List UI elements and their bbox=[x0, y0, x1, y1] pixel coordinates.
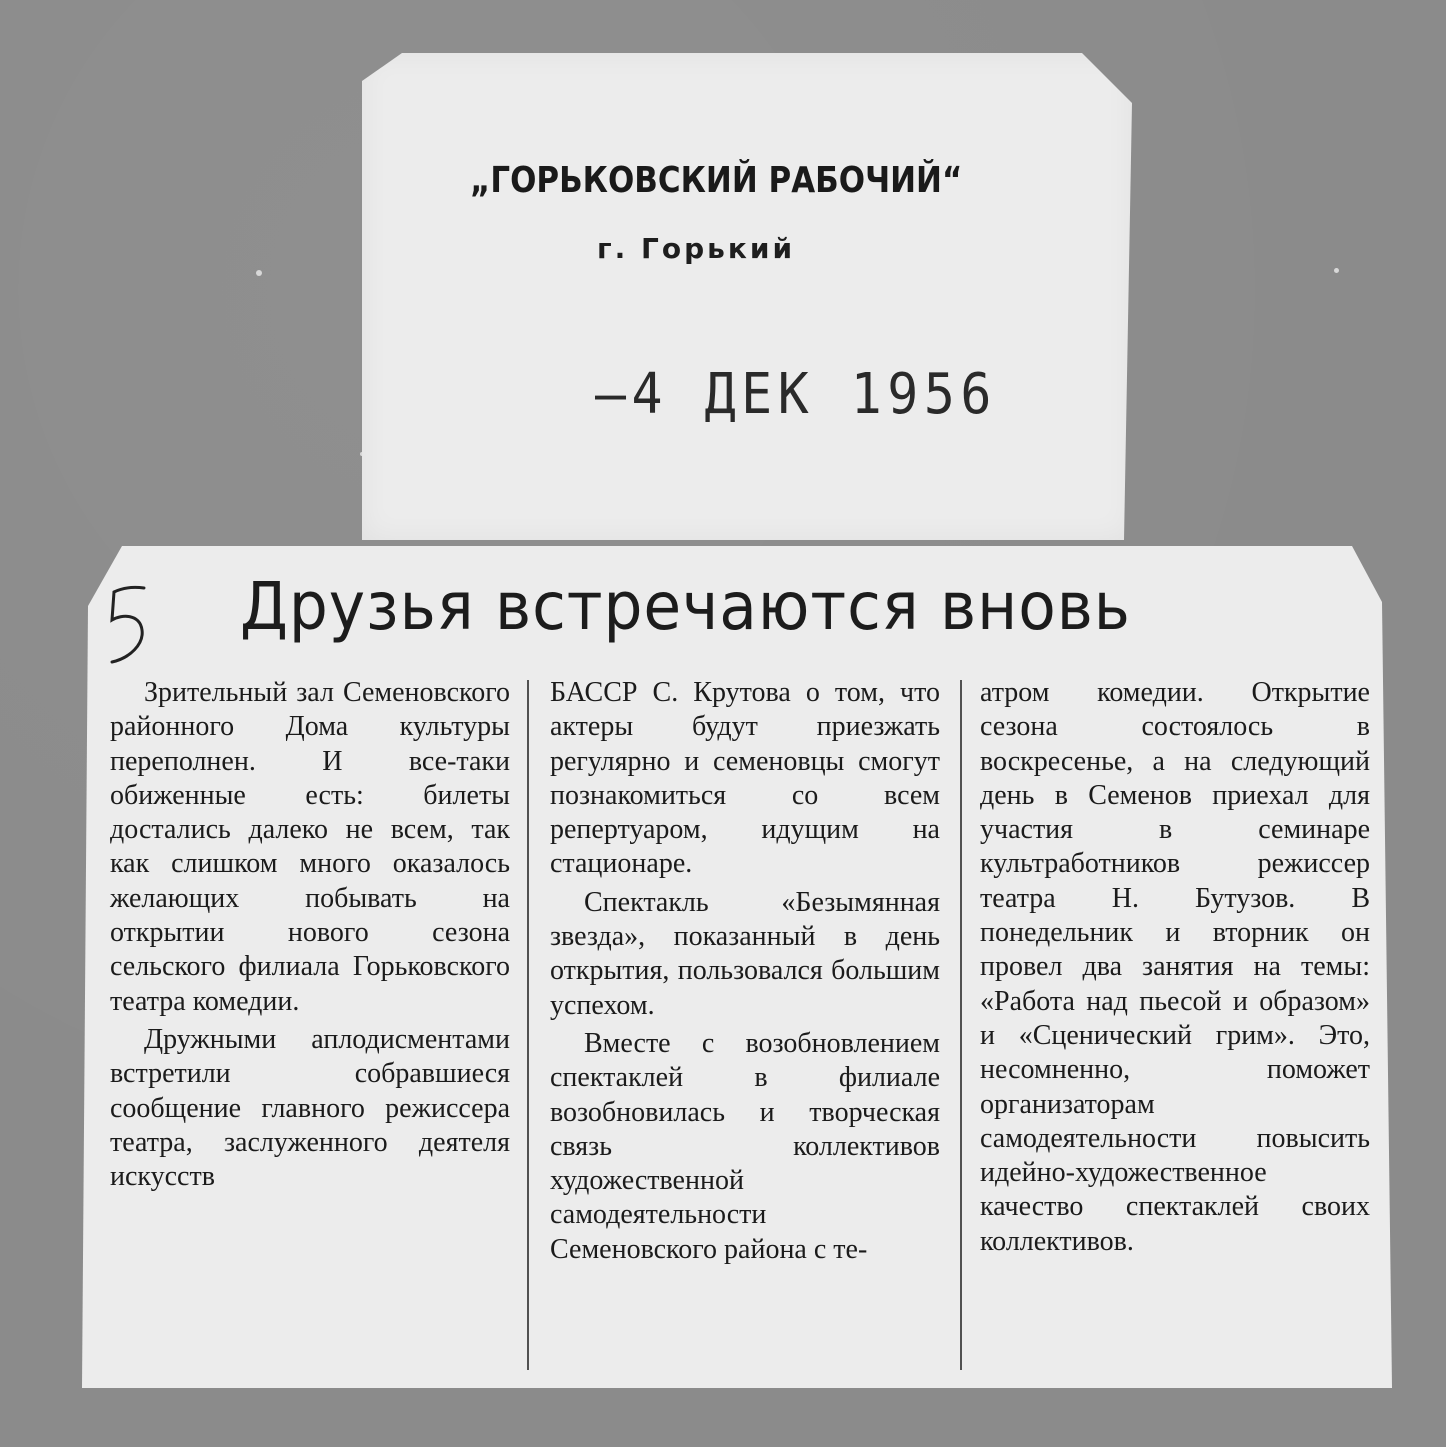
column-divider bbox=[960, 680, 962, 1370]
article-paragraph: атром комедии. Открытие сезона состоялось в воскресенье, а на следующий день в Семенов приехал для участия в семинаре культработников режиссер театра Н. Бутузов. В понедельник и вторник он провел два занятия на темы: «Работа над пьесой и образом» и «Сценический грим». Это, несомненно, поможет организаторам самодеятельности повысить идейно-художественное качество спектаклей своих коллективов. bbox=[980, 677, 1370, 1257]
newspaper-name-stamp: „ГОРЬКОВСКИЙ РАБОЧИЙ“ bbox=[470, 160, 963, 201]
stamp-clipping bbox=[362, 53, 1132, 540]
column-divider bbox=[527, 680, 529, 1370]
article-paragraph: Дружными аплодисментами встретили собравшиеся сообщение главного режиссера театра, заслуженного деятеля искусств bbox=[110, 1023, 510, 1193]
article-paragraph: БАССР С. Крутова о том, что актеры будут приезжать регулярно и семеновцы смогут познакомиться со всем репертуаром, идущим на стационаре. bbox=[550, 677, 940, 880]
date-stamp: –4 ДЕК 1956 bbox=[595, 362, 997, 427]
handwritten-page-number bbox=[100, 580, 160, 670]
article-paragraph: Зрительный зал Семеновского районного Дома культуры переполнен. И все-таки обиженные есть: билеты достались далеко не всем, так как слишком много оказалось желающих побывать на открытии нового сезона сельского филиала Горьковского театра комедии. bbox=[110, 677, 510, 1017]
article-column-1 bbox=[110, 676, 510, 1194]
dust-speck bbox=[1334, 268, 1339, 273]
article-column-2 bbox=[550, 676, 940, 1267]
dust-speck bbox=[256, 270, 262, 276]
article-paragraph: Вместе с возобновлением спектаклей в филиале возобновилась и творческая связь коллективов художественной самодеятельности Семеновского района с те- bbox=[550, 1027, 940, 1265]
article-headline: Друзья встречаются вновь bbox=[240, 568, 1131, 645]
article-column-3 bbox=[980, 676, 1370, 1259]
article-paragraph: Спектакль «Безымянная звезда», показанный в день открытия, пользовался большим успехом. bbox=[550, 886, 940, 1021]
newspaper-city-stamp: г. Горький bbox=[597, 232, 796, 265]
